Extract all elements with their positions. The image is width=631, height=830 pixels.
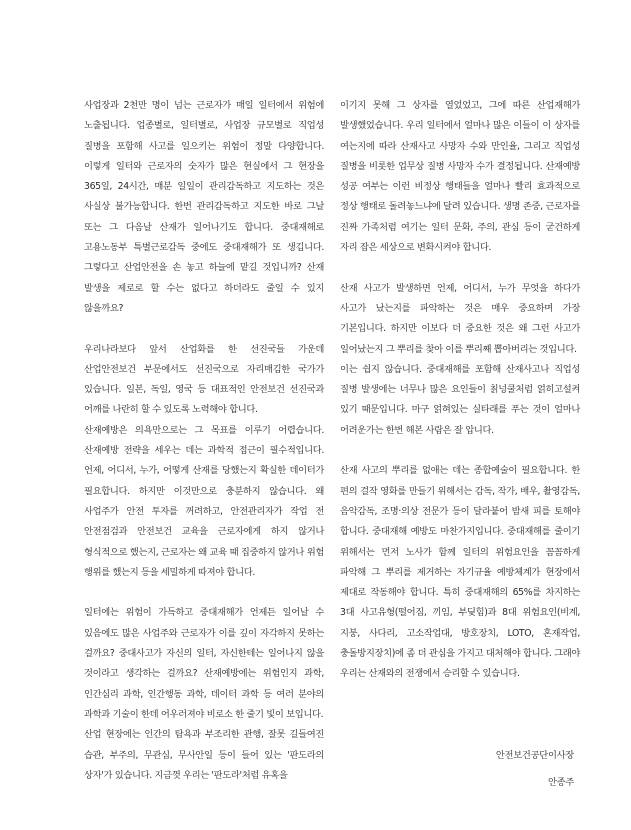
paragraph: 사업장과 2천만 명이 넘는 근로자가 매일 일터에서 위험에 노출됩니다. 업종별로, 일터별로, 사업장 규모별로 직업성 질병을 포함해 사고를 일으키는 위험이 정말 다양합니다. 이렇게 일터와 근로자의 숫자가 많은 현실에서 그 현장을 365일, 24시간, 매분 일일이 관리감독하고 지도하는 것은 사실상 불가능합니다. 한번 관리감독하고 지도한 바로 그날 또는 그 다음날 산재가 일어나기도 합니다. 중대재해로 고용노동부 특별근로감독 중에도 중대재해가 또 생깁니다. 그렇다고 산업안전을 손 놓고 하늘에 맡길 것입니까? 산재 발생을 제로로 할 수는 없다고 하더라도 줄일 수 있지 않을까요?: [84, 100, 324, 314]
right-column: [340, 96, 580, 685]
signature-name: 안종주: [547, 777, 574, 788]
paragraph: 우리나라보다 앞서 산업화를 한 선진국들 가운데 산업안전보건 부문에서도 선진국으로 자리매김한 국가가 있습니다. 일본, 독일, 영국 등 대표적인 안전보건 선진국과 어깨를 나란히 할 수 있도록 노력해야 합니다.: [84, 343, 324, 416]
paragraph: 이는 쉽지 않습니다. 중대재해를 포함해 산재사고나 직업성 질병 발생에는 너무나 많은 요인들이 칡넝쿨처럼 얽히고설켜 있기 때문입니다. 마구 얽혀있는 실타래를 푸는 것이 얼마나 어려운가는 한번 해본 사람은 잘 압니다.: [340, 363, 580, 436]
paragraph: 이기지 못해 그 상자를 열었었고, 그에 따른 산업재해가 발생했었습니다. 우리 일터에서 얼마나 많은 이들이 이 상자를 여는지에 따라 산재사고 사망자 수와 만인율, 그리고 직업성 질병을 비롯한 업무상 질병 사망자 수가 결정됩니다. 산재예방 성공 여부는 이런 비정상 행태들을 얼마나 빨리 효과적으로 정상 행태로 돌려놓느냐에 달려 있습니다. 생명 존중, 근로자를 진짜 가족처럼 여기는 일터 문화, 주의, 관심 등이 굳건하게 자리 잡은 세상으로 변화시켜야 합니다.: [340, 100, 580, 254]
paragraph: 산재 사고의 뿌리를 없애는 데는 종합예술이 필요합니다. 한 편의 걸작 영화를 만들기 위해서는 감독, 작가, 배우, 촬영감독, 음악감독, 조명·의상 전문가 등이 달라붙어 밤새 피를 토해야 합니다. 중대재해 예방도 마찬가지입니다. 중대재해를 줄이기 위해서는 먼저 노사가 함께 일터의 위험요인을 꼼꼼하게 파악해 그 뿌리를 제거하는 자기규율 예방체계가 현장에서 제대로 작동해야 합니다. 특히 중대재해의 65%를 차지하는 3대 사고유형(떨어짐, 끼임, 부딪힘)과 8대 위험요인(비계, 지붕, 사다리, 고소작업대, 방호장치, LOTO, 혼재작업, 충돌방지장치)에 좀 더 관심을 가지고 대처해야 합니다. 그래야 우리는 산재와의 전쟁에서 승리할 수 있습니다.: [340, 465, 580, 680]
paragraph: 일터에는 위험이 가득하고 중대재해가 언제든 일어날 수 있음에도 많은 사업주와 근로자가 이를 깊이 자각하지 못하는 걸까요? 중대사고가 자신의 일터, 자신한테는 일어나지 않을 것이라고 생각하는 걸까요? 산재예방에는 위험인지 과학, 인간심리 과학, 인간행동 과학, 데이터 과학 등 여러 분야의 과학과 기술이 한데 어우러져야 비로소 한 줄기 빛이 보입니다.: [84, 607, 324, 720]
paragraph: 산재예방은 의욕만으로는 그 목표를 이루기 어렵습니다. 산재예방 전략을 세우는 데는 과학적 접근이 필수적입니다. 언제, 어디서, 누가, 어떻게 산재를 당했는지 확실한 데이터가 필요합니다. 하지만 이것만으로 충분하지 않습니다. 왜 사업주가 안전 투자를 꺼려하고, 안전관리자가 작업 전 안전점검과 안전보건 교육을 근로자에게 하지 않거나 형식적으로 했는지, 근로자는 왜 교육 때 집중하지 않거나 위험 행위를 했는지 등을 세밀하게 따져야 합니다.: [84, 424, 324, 578]
left-column: [84, 96, 324, 786]
paragraph: 산업 현장에는 인간의 탐욕과 부조리한 관행, 잘못 길들여진 습관, 부주의, 무관심, 무사안일 등이 들어 있는 '판도라의 상자'가 있습니다. 지금껏 우리는 '판도라'처럼 유혹을: [84, 729, 324, 781]
signature-organization: 안전보건공단이사장: [495, 750, 574, 761]
paragraph: 산재 사고가 발생하면 언제, 어디서, 누가 무엇을 하다가 사고가 났는지를 파악하는 것은 매우 중요하며 가장 기본입니다. 하지만 이보다 더 중요한 것은 왜 그런 사고가 일어났는지 그 뿌리를 찾아 이를 뿌리째 뽑아버리는 것입니다.: [340, 282, 580, 355]
